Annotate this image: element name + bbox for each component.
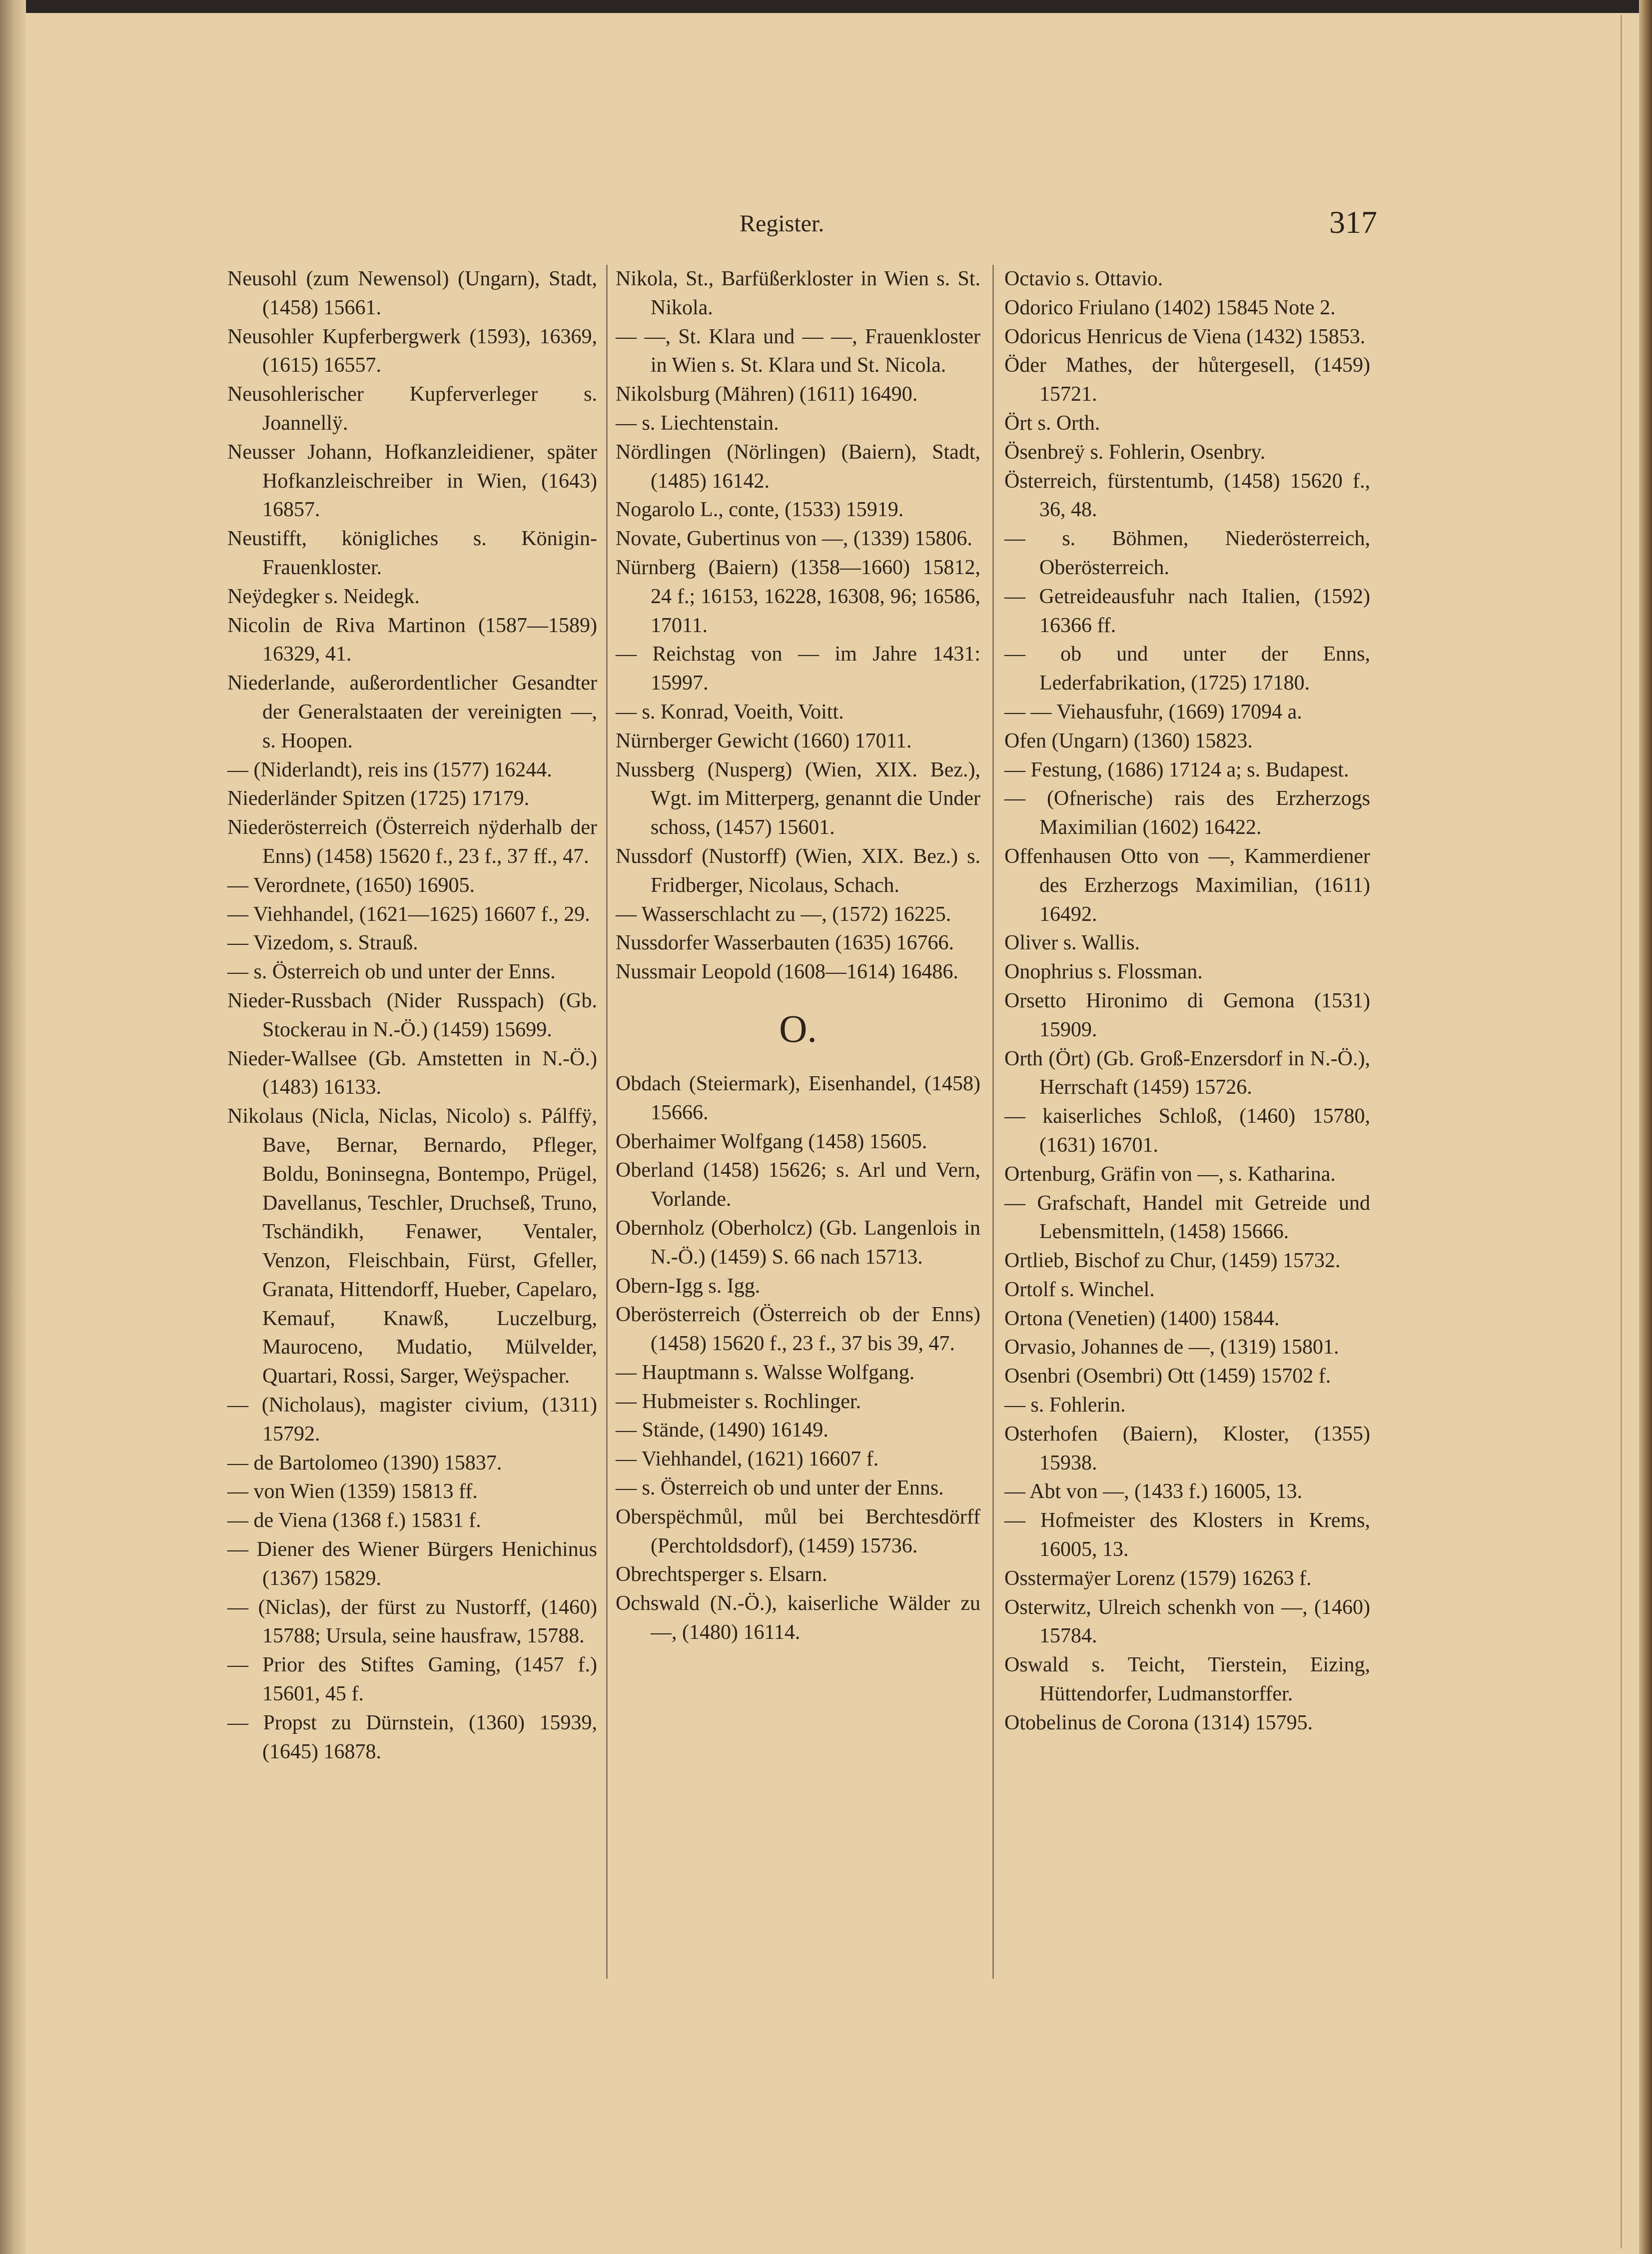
index-entry: — Grafschaft, Handel mit Getreide und Lebensmitteln, (1458) 15666. (1004, 1191, 1370, 1244)
index-entry: — Festung, (1686) 17124 a; s. Budapest. (1004, 758, 1349, 781)
section-letter: O. (779, 1006, 817, 1050)
index-entry: — Viehhandel, (1621) 16607 f. (616, 1448, 879, 1471)
index-entry: Osterwitz, Ulreich schenkh von —, (1460) 15784. (1004, 1595, 1370, 1648)
book-fore-edge (1639, 0, 1652, 2254)
index-entry: Orvasio, Johannes de —, (1319) 15801. (1004, 1336, 1339, 1359)
index-entry: — de Viena (1368 f.) 15831 f. (227, 1509, 481, 1532)
index-entry: — Prior des Stiftes Gaming, (1457 f.) 15601, 45 f. (227, 1653, 597, 1706)
index-entry: Nikolaus (Nicla, Niclas, Nicolo) s. Pálffÿ, Bave, Bernar, Bernardo, Pfleger, Boldu, Boninsegna, Bontempo, Prügel, Davellanus, Teschler, Druchseß, Truno, Tschändikh, Fenawer, Ventaler, Venzon, Fleischbain, Fürst, Gfeller, Granata, Hittendorff, Hueber, Capelaro, Kemauf, Knawß, Luczelburg, Mauroceno, Mudatio, Mülvelder, Quartari, Rossi, Sarger, Weÿspacher. (227, 1105, 597, 1388)
index-entry: Onophrius s. Flossman. (1004, 960, 1203, 984)
index-entry: — Viehhandel, (1621—1625) 16607 f., 29. (227, 902, 590, 926)
index-entry: — Reichstag von — im Jahre 1431: 15997. (616, 643, 980, 695)
index-entry: Odoricus Henricus de Viena (1432) 15853. (1004, 325, 1366, 348)
page-header (0, 204, 1652, 250)
index-entry: Nussdorfer Wasserbauten (1635) 16766. (616, 931, 954, 955)
index-entry: — Stände, (1490) 16149. (616, 1419, 828, 1442)
index-entry: Ortolf s. Winchel. (1004, 1278, 1155, 1301)
index-entry: — — Viehausfuhr, (1669) 17094 a. (1004, 700, 1302, 724)
index-entry: Neusohlerischer Kupferverleger s. Joannellÿ. (227, 383, 597, 435)
index-entry: Osterhofen (Baiern), Kloster, (1355) 15938. (1004, 1422, 1370, 1475)
index-entry: Nikolsburg (Mähren) (1611) 16490. (616, 383, 918, 406)
index-entry: Odorico Friulano (1402) 15845 Note 2. (1004, 296, 1336, 319)
index-entry: — Verordnete, (1650) 16905. (227, 873, 475, 897)
index-column-2 (616, 265, 980, 1647)
index-entry: Osenbri (Osembri) Ott (1459) 15702 f. (1004, 1365, 1331, 1388)
page-edge-line (1621, 15, 1622, 2249)
index-entry: Otobelinus de Corona (1314) 15795. (1004, 1711, 1313, 1734)
index-entry: — s. Österreich ob und unter der Enns. (616, 1477, 944, 1500)
index-entry: Oberland (1458) 15626; s. Arl und Vern, Vorlande. (616, 1159, 980, 1211)
index-entry: Öder Mathes, der hůtergesell, (1459) 15721. (1004, 354, 1370, 406)
index-entry: Neusohler Kupferbergwerk (1593), 16369, (1615) 16557. (227, 325, 597, 377)
index-entry: — (Niclas), der fürst zu Nustorff, (1460) 15788; Ursula, seine hausfraw, 15788. (227, 1595, 597, 1648)
index-entry: — Hofmeister des Klosters in Krems, 16005, 13. (1004, 1509, 1370, 1561)
index-entry: — Getreideausfuhr nach Italien, (1592) 16366 ff. (1004, 585, 1370, 637)
index-entry: Ortona (Venetien) (1400) 15844. (1004, 1307, 1280, 1330)
index-entry: — s. Österreich ob und unter der Enns. (227, 960, 556, 984)
index-entry: Ortlieb, Bischof zu Chur, (1459) 15732. (1004, 1249, 1341, 1273)
index-entry: — Vizedom, s. Strauß. (227, 931, 418, 955)
index-entry: — Diener des Wiener Bürgers Henichinus (1367) 15829. (227, 1538, 597, 1590)
index-entry: Ortenburg, Gräfin von —, s. Katharina. (1004, 1162, 1336, 1186)
index-entry: — s. Liechtenstain. (616, 411, 779, 435)
index-entry: Obrechtsperger s. Elsarn. (616, 1563, 827, 1586)
index-entry: Oswald s. Teicht, Tierstein, Eizing, Hüttendorfer, Ludmanstorffer. (1004, 1653, 1370, 1706)
index-entry: — Abt von —, (1433 f.) 16005, 13. (1004, 1480, 1303, 1503)
index-entry: — (Niderlandt), reis ins (1577) 16244. (227, 758, 552, 781)
index-entry: Offenhausen Otto von —, Kammerdiener des Erzherzogs Maximilian, (1611) 16492. (1004, 844, 1370, 926)
index-entry: — s. Böhmen, Niederösterreich, Oberösterreich. (1004, 527, 1370, 579)
index-column-1 (227, 265, 597, 1766)
index-entry: Ofen (Ungarn) (1360) 15823. (1004, 729, 1253, 752)
index-entry: Nürnberger Gewicht (1660) 17011. (616, 729, 912, 752)
index-entry: Oliver s. Wallis. (1004, 931, 1140, 955)
scan-top-border (0, 0, 1652, 13)
index-entry: — (Nicholaus), magister civium, (1311) 15792. (227, 1394, 597, 1446)
index-entry: Neusser Johann, Hofkanzleidiener, später Hofkanzleischreiber in Wien, (1643) 16857. (227, 440, 597, 522)
page-number: 317 (1329, 204, 1377, 240)
index-entry: Neÿdegker s. Neidegk. (227, 585, 420, 608)
index-entry: Osstermaÿer Lorenz (1579) 16263 f. (1004, 1566, 1312, 1590)
index-entry: — (Ofnerische) rais des Erzherzogs Maximilian (1602) 16422. (1004, 787, 1370, 839)
index-entry: — Wasserschlacht zu —, (1572) 16225. (616, 902, 951, 926)
index-entry: Ochswald (N.-Ö.), kaiserliche Wälder zu —, (1480) 16114. (616, 1592, 980, 1644)
index-entry: Obernholz (Oberholcz) (Gb. Langenlois in N.-Ö.) (1459) S. 66 nach 15713. (616, 1216, 980, 1269)
index-entry: Orth (Ört) (Gb. Groß-Enzersdorf in N.-Ö.), Herrschaft (1459) 15726. (1004, 1047, 1370, 1099)
index-entry: Nürnberg (Baiern) (1358—1660) 15812, 24 f.; 16153, 16228, 16308, 96; 16586, 17011. (616, 556, 980, 637)
index-entry: Nussdorf (Nustorff) (Wien, XIX. Bez.) s. Fridberger, Nicolaus, Schach. (616, 844, 980, 897)
running-title: Register. (740, 210, 825, 237)
index-entry: — Propst zu Dürnstein, (1360) 15939, (1645) 16878. (227, 1711, 597, 1763)
index-entry: Obern-Igg s. Igg. (616, 1274, 761, 1298)
index-entry: — von Wien (1359) 15813 ff. (227, 1480, 478, 1503)
index-entry: Nieder-Wallsee (Gb. Amstetten in N.-Ö.) (1483) 16133. (227, 1047, 597, 1099)
index-entry: — Hubmeister s. Rochlinger. (616, 1390, 861, 1413)
index-entry: — s. Konrad, Voeith, Voitt. (616, 700, 844, 724)
index-entry: — s. Fohlerin. (1004, 1394, 1126, 1417)
index-entry: — ob und unter der Enns, Lederfabrikation, (1725) 17180. (1004, 643, 1370, 695)
index-column-3 (1004, 265, 1370, 1738)
index-entry: Orsetto Hironimo di Gemona (1531) 15909. (1004, 989, 1370, 1041)
index-entry: — kaiserliches Schloß, (1460) 15780, (1631) 16701. (1004, 1105, 1370, 1157)
index-entry: — Hauptmann s. Walsse Wolfgang. (616, 1361, 915, 1384)
index-entry: Niederösterreich (Österreich nÿderhalb der Enns) (1458) 15620 f., 23 f., 37 ff., 47. (227, 816, 597, 868)
page-gutter-shadow (0, 0, 26, 2254)
index-entry: Nogarolo L., conte, (1533) 15919. (616, 498, 904, 522)
index-entry: Oberhaimer Wolfgang (1458) 15605. (616, 1130, 927, 1153)
index-entry: Nikola, St., Barfüßerkloster in Wien s. St. Nikola. (616, 267, 980, 319)
index-entry: Ösenbreÿ s. Fohlerin, Osenbry. (1004, 440, 1266, 464)
index-entry: Nördlingen (Nörlingen) (Baiern), Stadt, (1485) 16142. (616, 440, 980, 493)
column-divider (992, 265, 994, 1979)
index-entry: — de Bartolomeo (1390) 15837. (227, 1451, 502, 1475)
index-entry: Oberösterreich (Österreich ob der Enns) (1458) 15620 f., 23 f., 37 bis 39, 47. (616, 1303, 980, 1356)
index-entry: Novate, Gubertinus von —, (1339) 15806. (616, 527, 972, 551)
index-entry: Niederlande, außerordentlicher Gesandter der Generalstaaten der vereinigten —, s. Hoopen. (227, 672, 597, 752)
index-entry: — —, St. Klara und — —, Frauenkloster in Wien s. St. Klara und St. Nicola. (616, 325, 980, 377)
index-entry: Neustifft, königliches s. Königin-Frauenkloster. (227, 527, 597, 579)
index-entry: Nussberg (Nusperg) (Wien, XIX. Bez.), Wgt. im Mitterperg, genannt die Under schoss, (1457) 15601. (616, 758, 980, 839)
index-entry: Niederländer Spitzen (1725) 17179. (227, 787, 530, 810)
column-divider (606, 265, 608, 1979)
index-entry: Oberspëchmůl, můl bei Berchtesdörff (Perchtoldsdorf), (1459) 15736. (616, 1505, 980, 1557)
index-entry: Nieder-Russbach (Nider Russpach) (Gb. Stockerau in N.-Ö.) (1459) 15699. (227, 989, 597, 1041)
index-entry: Obdach (Steiermark), Eisenhandel, (1458) 15666. (616, 1072, 980, 1124)
index-entry: Nussmair Leopold (1608—1614) 16486. (616, 960, 958, 984)
index-entry: Ört s. Orth. (1004, 411, 1100, 435)
index-entry: Octavio s. Ottavio. (1004, 267, 1163, 290)
index-entry: Österreich, fürstentumb, (1458) 15620 f., 36, 48. (1004, 469, 1370, 522)
index-entry: Nicolin de Riva Martinon (1587—1589) 16329, 41. (227, 614, 597, 666)
index-entry: Neusohl (zum Newensol) (Ungarn), Stadt, (1458) 15661. (227, 267, 597, 319)
